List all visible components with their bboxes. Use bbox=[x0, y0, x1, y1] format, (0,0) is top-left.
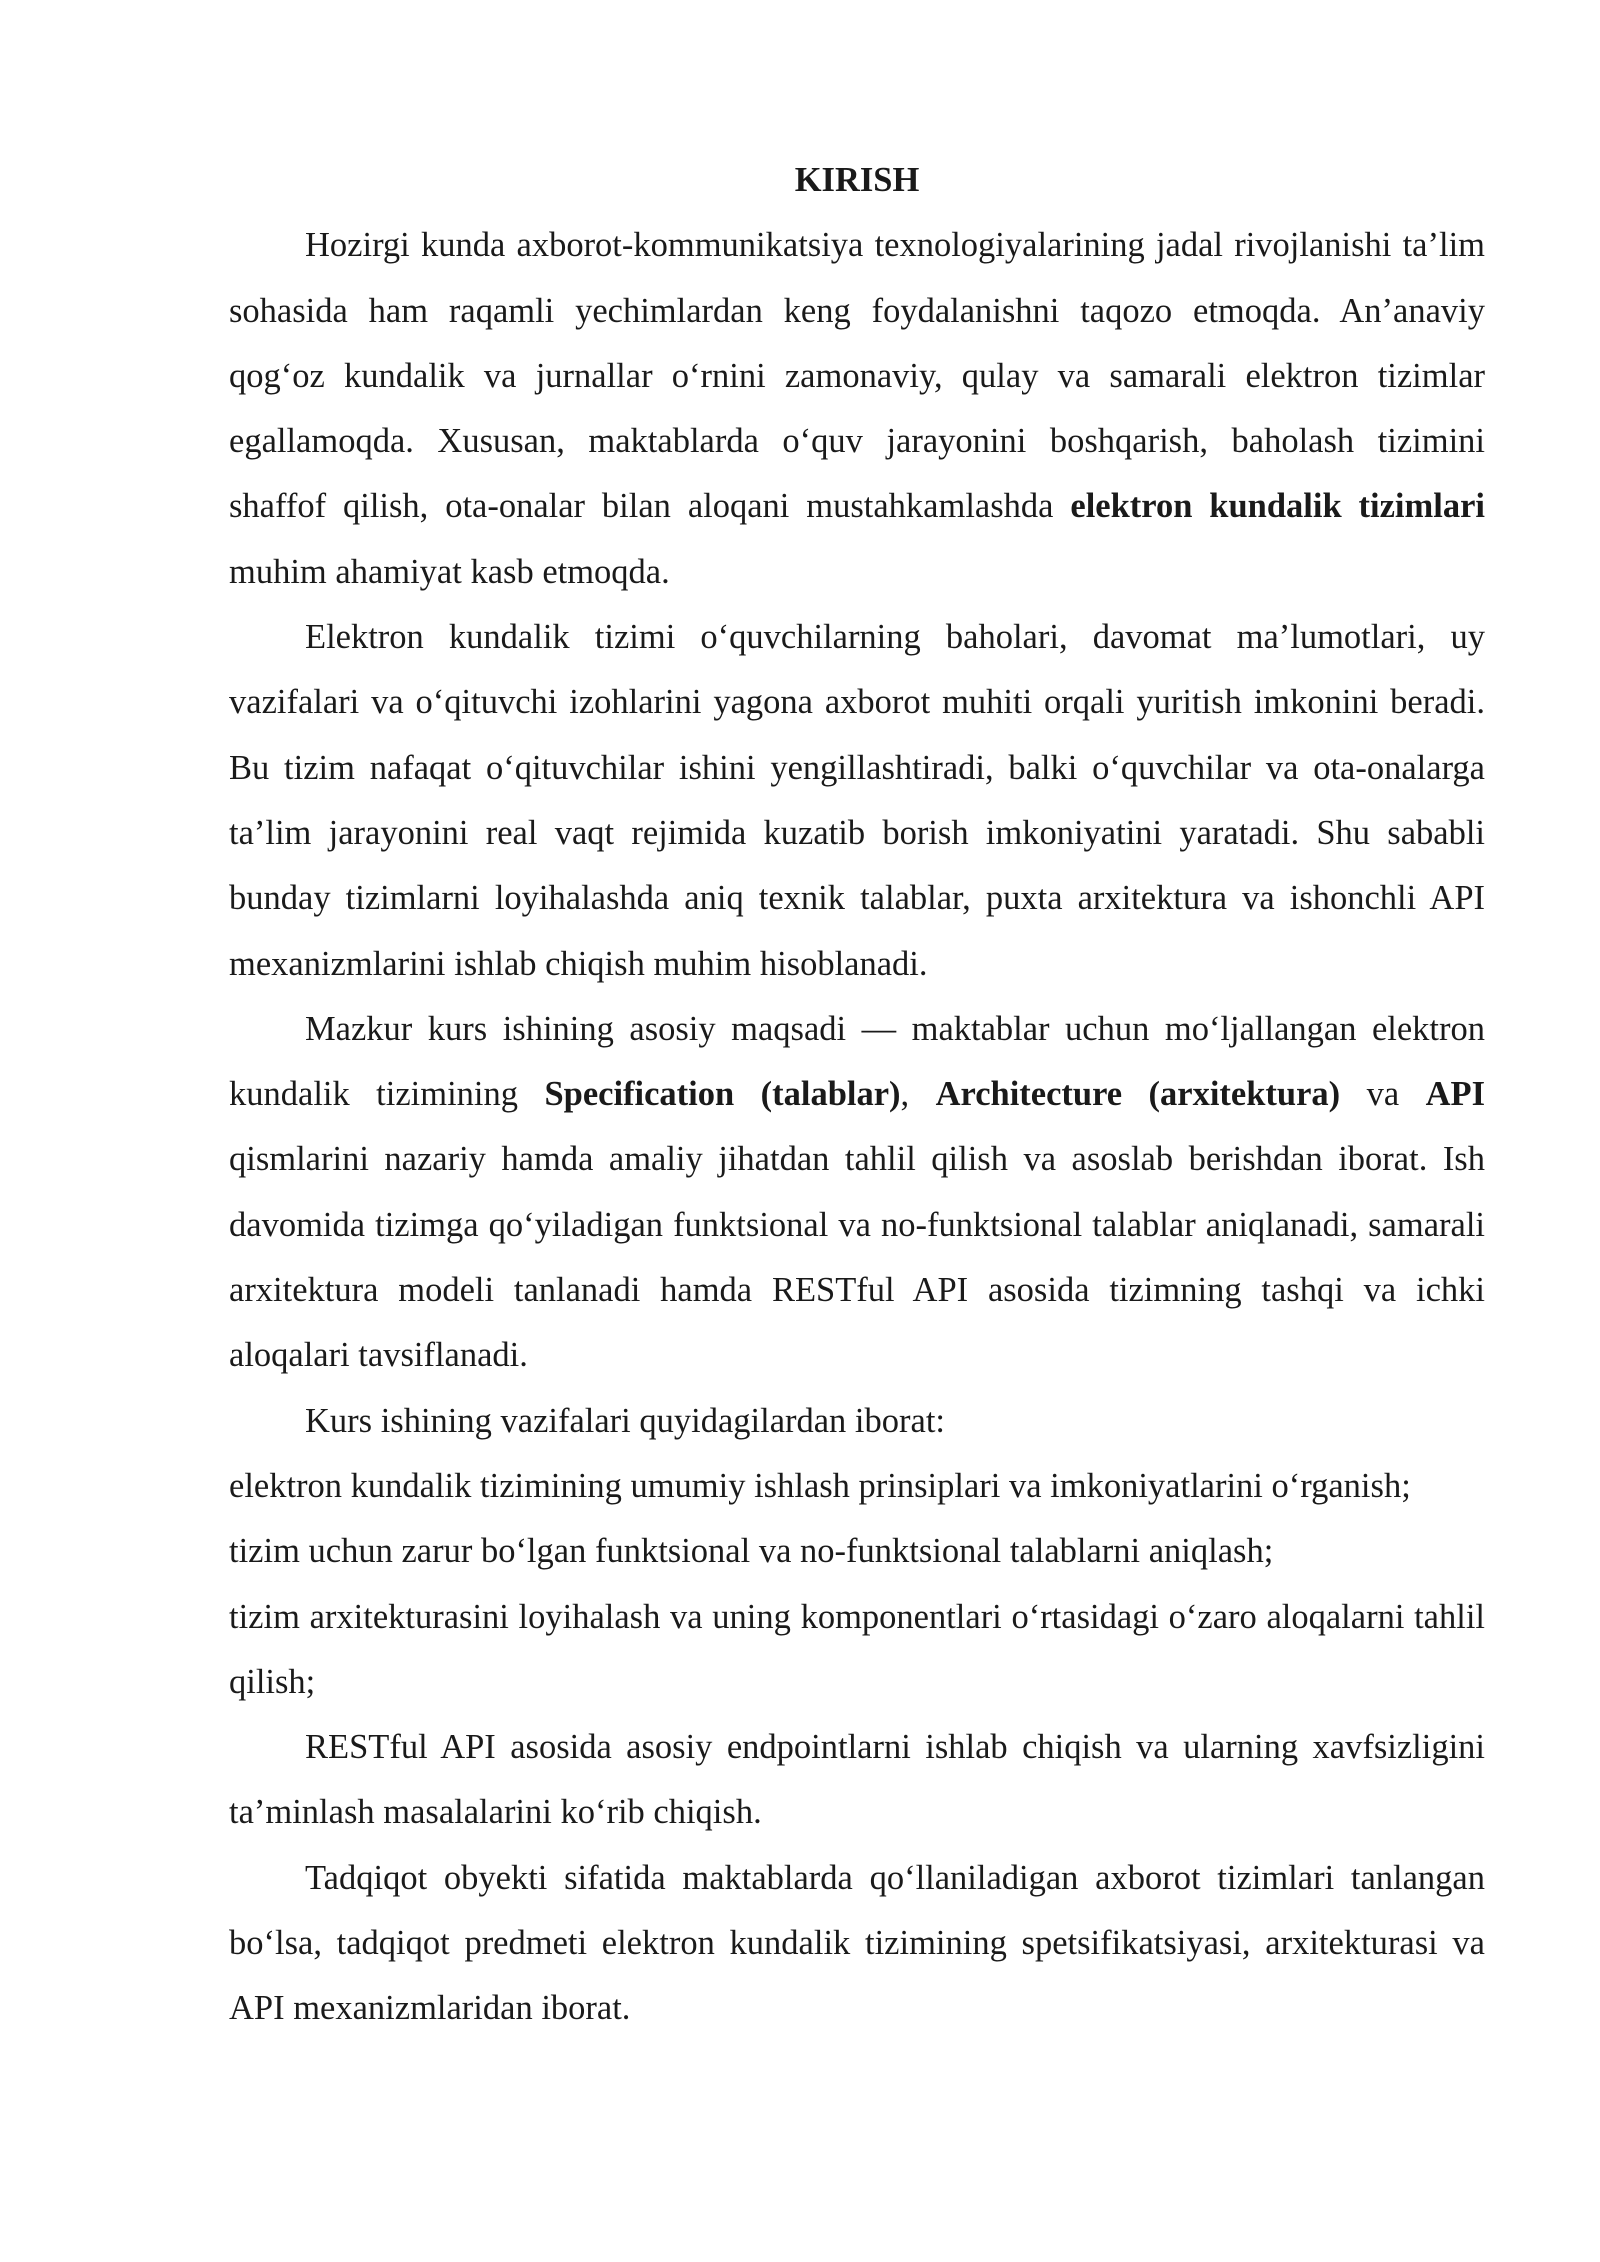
paragraph-goal-spec: Specification (talablar) bbox=[544, 1075, 901, 1114]
paragraph-goal-end: qismlarini nazariy hamda amaliy jihatdan tahlil qilish va asoslab berishdan iborat. Ish davomida tizimga qo‘yiladigan funktsional va no-funktsional talablar aniqlanadi, samarali arxitektura modeli tanlanadi hamda RESTful API asosida tizimning tashqi va ichki aloqalari tavsiflanadi. bbox=[229, 1140, 1485, 1375]
paragraph-intro-text: Hozirgi kunda axborot-kommunikatsiya texnologiyalarining jadal rivojlanishi ta’lim sohasida ham raqamli yechimlardan keng foydalanishni taqozo etmoqda. An’anaviy qog‘oz kundalik va jurnallar o‘rnini zamonaviy, qulay va samarali elektron tizimlar egallamoqda. Xususan, maktablarda o‘quv jarayonini boshqarish, baholash tizimini shaffof qilish, ota-onalar bilan aloqani mustahkamlashda bbox=[229, 226, 1485, 526]
paragraph-intro bbox=[229, 213, 1485, 605]
paragraph-api-task: RESTful API asosida asosiy endpointlarni ishlab chiqish va ularning xavfsizligini ta’minlash masalalarini ko‘rib chiqish. bbox=[229, 1728, 1485, 1832]
paragraph-research-object: Tadqiqot obyekti sifatida maktablarda qo‘llaniladigan axborot tizimlari tanlangan bo‘lsa, tadqiqot predmeti elektron kundalik tizimining spetsifikatsiyasi, arxitekturasi va API mexanizmlaridan iborat. bbox=[229, 1858, 1485, 2028]
paragraph-intro-end: muhim ahamiyat kasb etmoqda. bbox=[229, 552, 670, 591]
task-item: elektron kundalik tizimining umumiy ishlash prinsiplari va imkoniyatlarini o‘rganish; bbox=[229, 1466, 1411, 1505]
paragraph-goal-text: Mazkur kurs ishining asosiy maqsadi — maktablar uchun mo‘ljallangan elektron kundalik tizimining bbox=[229, 1009, 1485, 1114]
paragraph-goal-comma: , bbox=[900, 1075, 936, 1114]
paragraph-goal-and: va bbox=[1340, 1075, 1426, 1114]
task-item: tizim arxitekturasini loyihalash va uning komponentlari o‘rtasidagi o‘zaro aloqalarni tahlil qilish; bbox=[229, 1597, 1485, 1701]
page-title: KIRISH bbox=[794, 161, 920, 199]
paragraph-goal-architecture: Architecture (arxitektura) bbox=[935, 1075, 1341, 1114]
paragraph-system: Elektron kundalik tizimi o‘quvchilarning baholari, davomat ma’lumotlari, uy vazifalari va o‘qituvchi izohlarini yagona axborot muhiti orqali yuritish imkonini beradi. Bu tizim nafaqat o‘qituvchilar ishini yengillashtiradi, balki o‘quvchilar va ota-onalarga ta’lim jarayonini real vaqt rejimida kuzatib borish imkoniyatini yaratadi. Shu sababli bunday tizimlarni loyihalashda aniq texnik talablar, puxta arxitektura va ishonchli API mexanizmlarini ishlab chiqish muhim hisoblanadi. bbox=[229, 618, 1485, 983]
paragraph-goal-api: API bbox=[1425, 1075, 1485, 1114]
paragraph-goal bbox=[229, 997, 1485, 1389]
task-item: tizim uchun zarur bo‘lgan funktsional va no-funktsional talablarni aniqlash; bbox=[229, 1532, 1274, 1571]
paragraph-tasks-intro: Kurs ishining vazifalari quyidagilardan iborat: bbox=[305, 1401, 945, 1440]
paragraph-intro-bold: elektron kundalik tizimlari bbox=[1070, 487, 1485, 526]
document-page bbox=[229, 148, 1485, 2042]
